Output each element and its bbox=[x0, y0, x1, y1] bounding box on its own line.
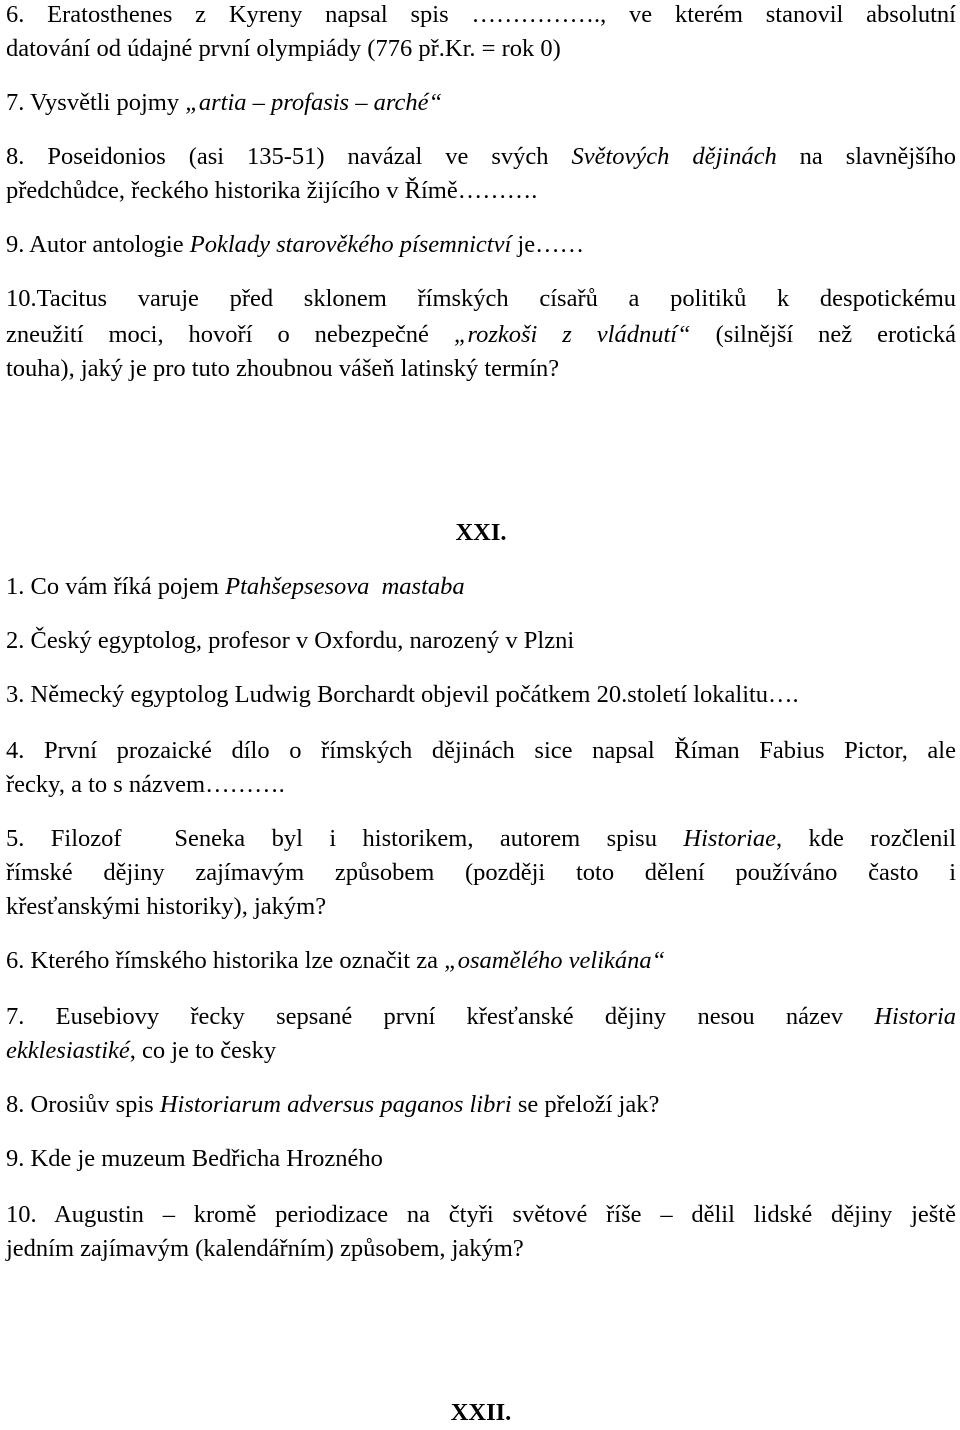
xxi-question-5-line-2: římské dějiny zajímavým způsobem (později toto dělení používáno často i bbox=[6, 859, 956, 886]
xxi-question-4-line-2: řecky, a to s názvem………. bbox=[6, 771, 285, 798]
xxi-question-6-line-1: 6. Kterého římského historika lze označit za „osamělého velikána“ bbox=[6, 947, 666, 974]
xxi-question-5-line-3: křesťanskými historiky), jakým? bbox=[6, 893, 327, 920]
question-8-line-2: předchůdce, řeckého historika žijícího v Římě………. bbox=[6, 177, 538, 204]
xxi-question-3-line-1: 3. Německý egyptolog Ludwig Borchardt objevil počátkem 20.století lokalitu…. bbox=[6, 681, 799, 708]
question-6-line-1: 6. Eratosthenes z Kyreny napsal spis ……………., ve kterém stanovil absolutní bbox=[6, 1, 956, 28]
section-heading-xxii: XXII. bbox=[450, 1399, 512, 1426]
xxi-question-10-line-2: jedním zajímavým (kalendářním) způsobem, jakým? bbox=[6, 1235, 524, 1262]
question-10-line-1: 10.Tacitus varuje před sklonem římských císařů a politiků k despotickému bbox=[6, 285, 956, 312]
question-9-line-1: 9. Autor antologie Poklady starověkého písemnictví je…… bbox=[6, 231, 585, 258]
xxi-question-10-line-1: 10. Augustin – kromě periodizace na čtyři světové říše – dělil lidské dějiny ještě bbox=[6, 1201, 956, 1228]
xxi-question-8-line-1: 8. Orosiův spis Historiarum adversus paganos libri se přeloží jak? bbox=[6, 1091, 660, 1118]
xxi-question-5-line-1: 5. Filozof Seneka byl i historikem, autorem spisu Historiae, kde rozčlenil bbox=[6, 825, 957, 852]
question-10-line-3: touha), jaký je pro tuto zhoubnou vášeň latinský termín? bbox=[6, 355, 560, 382]
xxi-question-1-line-1: 1. Co vám říká pojem Ptahšepsesova mastaba bbox=[6, 573, 465, 600]
xxi-question-2-line-1: 2. Český egyptolog, profesor v Oxfordu, narozený v Plzni bbox=[6, 627, 575, 654]
xxi-question-7-line-2: ekklesiastiké, co je to česky bbox=[6, 1037, 277, 1064]
section-heading-xxi: XXI. bbox=[455, 519, 507, 546]
xxi-question-4-line-1: 4. První prozaické dílo o římských dějinách sice napsal Říman Fabius Pictor, ale bbox=[6, 737, 956, 764]
question-8-line-1: 8. Poseidonios (asi 135-51) navázal ve svých Světových dějinách na slavnějšího bbox=[6, 143, 956, 170]
question-6-line-2: datování od údajné první olympiády (776 př.Kr. = rok 0) bbox=[6, 35, 561, 62]
question-10-line-2: zneužití moci, hovoří o nebezpečné „rozkoši z vládnutí“ (silnější než erotická bbox=[6, 321, 956, 348]
xxi-question-9-line-1: 9. Kde je muzeum Bedřicha Hrozného bbox=[6, 1145, 383, 1172]
question-7-line-1: 7. Vysvětli pojmy „artia – profasis – arché“ bbox=[6, 89, 443, 116]
xxi-question-7-line-1: 7. Eusebiovy řecky sepsané první křesťanské dějiny nesou název Historia bbox=[6, 1003, 956, 1030]
